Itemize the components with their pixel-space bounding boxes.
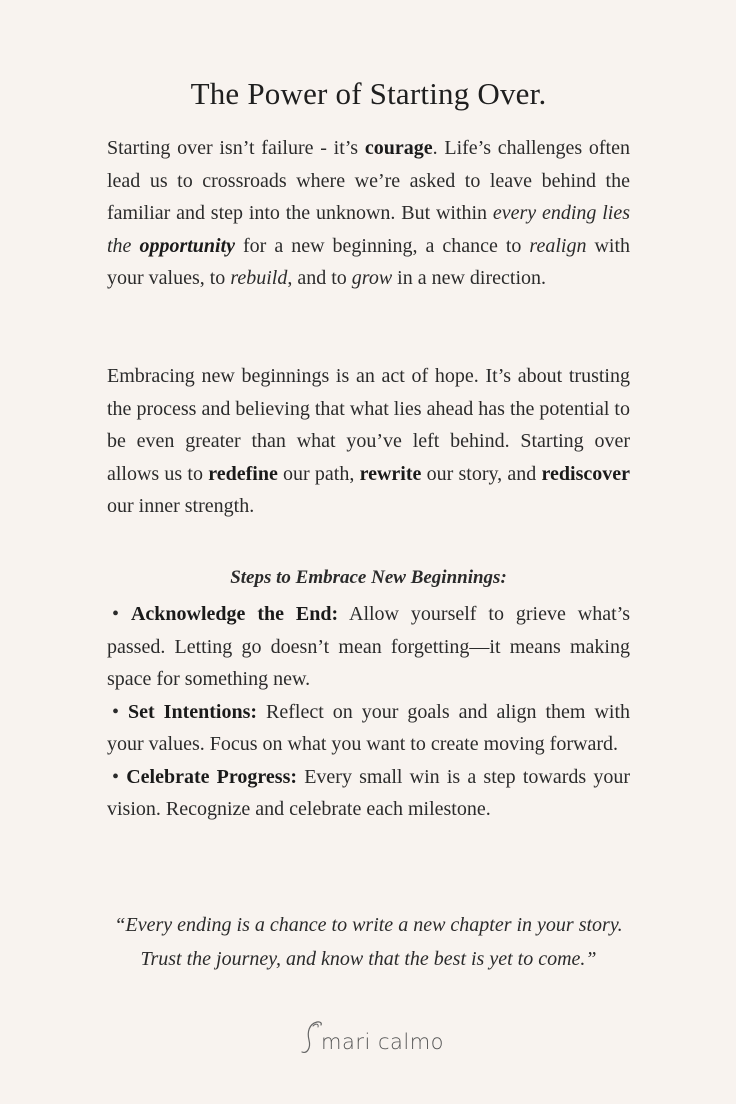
page-title: The Power of Starting Over.	[190, 76, 547, 111]
paragraph-hope	[107, 360, 630, 523]
emphasis-grow: grow	[351, 267, 393, 289]
list-item	[107, 696, 630, 761]
emphasis-realign: realign	[529, 234, 587, 257]
text-run: our path,	[277, 462, 360, 485]
wave-swash-icon	[299, 1018, 323, 1056]
emphasis-opportunity: opportunity	[139, 234, 236, 257]
steps-heading: Steps to Embrace New Beginnings:	[230, 567, 507, 588]
emphasis-redefine: redefine	[208, 462, 278, 485]
quote-line-1: “Every ending is a chance to write a new chapter in your story.	[114, 914, 623, 936]
brand-name: mari calmo	[321, 1030, 445, 1054]
text-run: Embracing new beginnings is an act of hope. It’s about trusting the process and believing that what lies ahead has the potential to be even greater than what you’ve left behind. Starting over allows us to	[107, 365, 630, 485]
text-run: in a new direction.	[392, 267, 547, 289]
closing-quote	[97, 908, 640, 976]
step-text: Every small win is a step towards your vision. Recognize and celebrate each milestone.	[107, 765, 630, 820]
document-page	[107, 0, 630, 1104]
emphasis-rewrite: rewrite	[359, 462, 422, 485]
paragraph-intro	[107, 132, 630, 295]
emphasis-courage: courage	[364, 137, 433, 159]
step-text: Reflect on your goals and align them with your values. Focus on what you want to create moving forward.	[107, 700, 631, 755]
text-run: for a new beginning, a chance to	[235, 234, 530, 257]
emphasis-italic-phrase: every ending lies the	[107, 202, 630, 257]
text-run: our story, and	[421, 462, 542, 485]
emphasis-rediscover: rediscover	[541, 462, 630, 485]
list-item	[107, 761, 630, 826]
step-title: Acknowledge the End:	[130, 603, 339, 625]
text-run: Starting over isn’t failure - it’s	[107, 137, 365, 159]
bullet-icon: •	[112, 700, 120, 723]
steps-list	[107, 598, 630, 826]
text-run: our inner strength.	[107, 495, 255, 517]
bullet-icon: •	[112, 603, 120, 625]
text-run: . Life’s challenges often lead us to crossroads where we’re asked to leave behind the familiar and step into the unknown. But within	[107, 137, 630, 224]
list-item	[107, 598, 630, 696]
text-run: , and to	[287, 267, 352, 289]
quote-line-2: Trust the journey, and know that the best is yet to come.”	[140, 948, 597, 970]
bullet-icon: •	[112, 765, 120, 788]
step-text: Allow yourself to grieve what’s passed. Letting go doesn’t mean forgetting—it means making space for something new.	[107, 603, 630, 690]
step-title: Celebrate Progress:	[126, 765, 298, 788]
emphasis-rebuild: rebuild	[230, 267, 288, 289]
step-title: Set Intentions:	[128, 700, 258, 723]
text-run: with your values, to	[107, 234, 631, 289]
brand-logo	[299, 1018, 444, 1056]
